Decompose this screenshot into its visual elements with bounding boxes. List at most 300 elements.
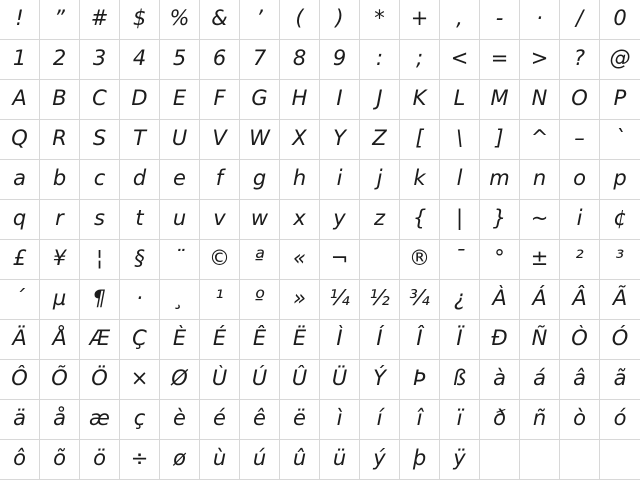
glyph-cell[interactable] [240,440,280,480]
glyph-cell[interactable] [480,160,520,200]
glyph-cell[interactable] [280,240,320,280]
glyph: § [134,246,145,270]
glyph-cell[interactable] [120,240,160,280]
glyph-cell[interactable] [80,360,120,400]
glyph-cell[interactable] [40,80,80,120]
glyph: 7 [252,46,267,70]
glyph: þ [412,446,427,470]
glyph-cell[interactable] [400,80,440,120]
glyph: r [55,206,64,230]
glyph-cell[interactable] [40,0,80,40]
glyph: { [412,206,427,230]
glyph: U [171,126,188,150]
glyph-cell[interactable] [40,160,80,200]
glyph-cell[interactable] [160,120,200,160]
glyph: Ã [612,286,628,310]
glyph: Ô [11,366,28,390]
glyph-cell[interactable] [280,400,320,440]
glyph-cell[interactable] [80,40,120,80]
glyph-cell[interactable] [240,40,280,80]
glyph: î [416,406,423,430]
glyph: ÿ [453,446,466,470]
glyph-cell[interactable] [160,80,200,120]
glyph-cell[interactable] [600,0,640,40]
glyph-cell[interactable] [400,240,440,280]
glyph-cell[interactable] [200,320,240,360]
glyph-cell[interactable] [600,80,640,120]
glyph: @ [609,46,631,70]
glyph: s [94,206,105,230]
glyph-cell[interactable] [440,40,480,80]
glyph-cell[interactable] [600,160,640,200]
glyph-cell[interactable] [40,440,80,480]
glyph-cell[interactable] [400,40,440,80]
glyph: ò [573,406,586,430]
glyph-cell[interactable] [80,120,120,160]
glyph: b [52,166,67,190]
glyph-cell[interactable] [120,200,160,240]
glyph-cell[interactable] [560,200,600,240]
glyph: J [376,86,383,110]
glyph-cell[interactable] [200,240,240,280]
glyph: 9 [332,46,347,70]
glyph-cell[interactable] [320,80,360,120]
glyph: å [53,406,66,430]
glyph-cell[interactable] [240,240,280,280]
glyph-cell[interactable] [0,160,40,200]
glyph-cell[interactable] [560,320,600,360]
glyph: Þ [413,366,426,390]
glyph-cell[interactable] [480,80,520,120]
glyph: ³ [615,246,625,270]
glyph-cell[interactable] [280,280,320,320]
glyph-cell[interactable] [520,440,560,480]
glyph-cell[interactable] [200,160,240,200]
glyph-cell[interactable] [480,0,520,40]
glyph-cell[interactable] [360,120,400,160]
glyph-cell[interactable] [320,400,360,440]
glyph: » [293,286,306,310]
glyph: Ò [571,326,588,350]
glyph: Â [572,286,587,310]
glyph: « [293,246,306,270]
glyph: Z [372,126,387,150]
glyph: w [250,206,269,230]
glyph: ~ [530,206,549,230]
glyph-cell[interactable] [520,160,560,200]
glyph-cell[interactable] [240,360,280,400]
glyph-cell[interactable] [0,360,40,400]
glyph-cell[interactable] [320,320,360,360]
glyph-cell[interactable] [120,320,160,360]
glyph: E [172,86,187,110]
glyph: Û [291,366,308,390]
glyph-cell[interactable] [160,200,200,240]
glyph-cell[interactable] [80,200,120,240]
glyph-cell[interactable] [200,400,240,440]
glyph-cell[interactable] [160,360,200,400]
glyph: 6 [212,46,227,70]
glyph-cell[interactable] [560,80,600,120]
glyph-cell[interactable] [280,320,320,360]
glyph-cell[interactable] [80,0,120,40]
glyph-cell[interactable] [120,40,160,80]
glyph-cell[interactable] [320,0,360,40]
glyph-cell[interactable] [520,120,560,160]
glyph: n [532,166,547,190]
glyph-cell[interactable] [480,240,520,280]
glyph: = [490,46,509,70]
glyph: ß [452,366,467,390]
glyph-cell[interactable] [480,40,520,80]
glyph: ê [253,406,266,430]
glyph-cell[interactable] [600,320,640,360]
glyph-cell[interactable] [80,240,120,280]
glyph: H [291,86,308,110]
glyph: ! [15,6,24,30]
glyph: j [376,166,383,190]
glyph-cell[interactable] [200,0,240,40]
glyph: ; [415,46,424,70]
glyph-cell[interactable] [240,80,280,120]
glyph-cell[interactable] [560,440,600,480]
glyph-cell[interactable] [440,200,480,240]
glyph-cell[interactable] [400,0,440,40]
glyph: Í [376,326,383,350]
glyph-cell[interactable] [400,320,440,360]
glyph-cell[interactable] [560,40,600,80]
glyph-cell[interactable] [440,160,480,200]
glyph: # [90,6,109,30]
glyph-cell[interactable] [80,320,120,360]
glyph: Å [52,326,67,350]
glyph: ¶ [92,286,107,310]
glyph: a [13,166,26,190]
glyph-cell[interactable] [40,120,80,160]
glyph-cell[interactable] [120,360,160,400]
glyph-cell[interactable] [40,40,80,80]
glyph-cell[interactable] [600,120,640,160]
glyph-cell[interactable] [600,200,640,240]
glyph-cell[interactable] [320,440,360,480]
glyph: ´ [14,286,25,310]
glyph-cell[interactable] [560,160,600,200]
glyph-cell[interactable] [360,280,400,320]
glyph-cell[interactable] [440,0,480,40]
glyph: ë [293,406,306,430]
glyph: N [531,86,548,110]
glyph: ä [13,406,26,430]
glyph-cell[interactable] [360,0,400,40]
glyph-cell[interactable] [0,200,40,240]
glyph-cell[interactable] [160,400,200,440]
glyph: Ì [336,326,343,350]
glyph: 1 [12,46,27,70]
glyph: | [455,206,464,230]
glyph: R [52,126,67,150]
glyph-cell[interactable] [120,160,160,200]
glyph-cell[interactable] [440,320,480,360]
glyph: m [489,166,510,190]
glyph-cell[interactable] [360,320,400,360]
glyph-cell[interactable] [240,280,280,320]
glyph-cell[interactable] [240,320,280,360]
glyph-cell[interactable] [280,440,320,480]
glyph-cell[interactable] [0,400,40,440]
glyph: I [336,86,343,110]
glyph-cell[interactable] [480,280,520,320]
glyph [376,248,384,269]
glyph-cell[interactable] [160,280,200,320]
glyph-cell[interactable] [40,400,80,440]
glyph-cell[interactable] [200,80,240,120]
glyph: V [212,126,227,150]
glyph: ì [336,406,343,430]
glyph: ¬ [330,246,349,270]
glyph: í [376,406,383,430]
glyph: ® [409,246,430,270]
glyph-cell[interactable] [240,0,280,40]
glyph: Ú [251,366,268,390]
glyph-cell[interactable] [440,120,480,160]
glyph-cell[interactable] [120,80,160,120]
glyph: X [292,126,307,150]
glyph-cell[interactable] [600,280,640,320]
glyph-cell[interactable] [480,200,520,240]
glyph: % [169,6,190,30]
glyph-cell[interactable] [240,120,280,160]
glyph-cell[interactable] [200,200,240,240]
glyph: h [292,166,307,190]
glyph-cell[interactable] [240,400,280,440]
glyph: µ [52,286,67,310]
glyph-cell[interactable] [320,120,360,160]
glyph: $ [132,6,147,30]
glyph: Ü [331,366,348,390]
glyph-cell[interactable] [320,200,360,240]
glyph-cell[interactable] [160,0,200,40]
glyph-cell[interactable] [80,400,120,440]
glyph-cell[interactable] [520,360,560,400]
glyph-cell[interactable] [440,280,480,320]
glyph-cell[interactable] [280,160,320,200]
glyph: ô [13,446,26,470]
glyph-cell[interactable] [440,440,480,480]
glyph-cell[interactable] [600,440,640,480]
glyph: Î [416,326,423,350]
glyph-cell[interactable] [280,200,320,240]
glyph-cell[interactable] [600,400,640,440]
glyph-cell[interactable] [400,280,440,320]
glyph: ½ [369,286,390,310]
glyph: * [374,6,385,30]
glyph-cell[interactable] [440,400,480,440]
glyph-cell[interactable] [600,40,640,80]
glyph-cell[interactable] [520,80,560,120]
glyph-cell[interactable] [0,440,40,480]
glyph: ç [133,406,146,430]
glyph-cell[interactable] [200,280,240,320]
glyph-cell[interactable] [320,40,360,80]
glyph-cell[interactable] [0,240,40,280]
glyph-cell[interactable] [280,120,320,160]
glyph-cell[interactable] [600,240,640,280]
glyph-cell[interactable] [320,280,360,320]
glyph-cell[interactable] [440,360,480,400]
glyph-cell[interactable] [200,40,240,80]
glyph: Ñ [531,326,548,350]
glyph-cell[interactable] [40,320,80,360]
glyph-cell[interactable] [40,240,80,280]
glyph-cell[interactable] [320,240,360,280]
glyph-cell[interactable] [200,440,240,480]
glyph: o [573,166,586,190]
glyph: á [533,366,546,390]
glyph-cell[interactable] [40,280,80,320]
glyph-cell[interactable] [600,360,640,400]
glyph-cell[interactable] [0,320,40,360]
glyph-cell[interactable] [520,40,560,80]
glyph-cell[interactable] [160,40,200,80]
glyph-cell[interactable] [0,80,40,120]
glyph-cell[interactable] [80,280,120,320]
glyph-cell[interactable] [560,400,600,440]
glyph: ¯ [454,246,465,270]
glyph: ¾ [409,286,430,310]
glyph: – [574,126,585,150]
glyph: £ [12,246,27,270]
glyph: ú [252,446,267,470]
glyph-cell[interactable] [240,160,280,200]
glyph-cell[interactable] [560,240,600,280]
glyph: º [254,286,265,310]
glyph: z [373,206,386,230]
glyph-cell[interactable] [400,160,440,200]
glyph-cell[interactable] [360,240,400,280]
glyph-cell[interactable] [480,360,520,400]
glyph-cell[interactable] [560,280,600,320]
glyph-cell[interactable] [120,440,160,480]
glyph: · [536,6,543,30]
glyph-cell[interactable] [360,200,400,240]
glyph: À [492,286,507,310]
glyph: · [136,286,143,310]
glyph: ª [254,246,265,270]
glyph-cell[interactable] [0,120,40,160]
glyph-cell[interactable] [520,0,560,40]
glyph-cell[interactable] [400,360,440,400]
glyph: Ë [292,326,307,350]
glyph-cell[interactable] [240,200,280,240]
glyph-cell[interactable] [80,440,120,480]
glyph: k [413,166,426,190]
glyph-cell[interactable] [280,40,320,80]
glyph: u [172,206,187,230]
glyph-cell[interactable] [320,360,360,400]
glyph-cell[interactable] [360,160,400,200]
glyph-cell[interactable] [360,40,400,80]
glyph-cell[interactable] [360,400,400,440]
glyph: i [336,166,343,190]
glyph: ö [93,446,106,470]
glyph-cell[interactable] [480,440,520,480]
glyph-cell[interactable] [120,0,160,40]
glyph-cell[interactable] [520,280,560,320]
glyph-cell[interactable] [560,120,600,160]
glyph-cell[interactable] [160,320,200,360]
glyph-cell[interactable] [480,320,520,360]
glyph: f [215,166,224,190]
glyph: t [135,206,144,230]
glyph-cell[interactable] [120,280,160,320]
glyph-cell[interactable] [120,400,160,440]
glyph-cell[interactable] [520,400,560,440]
glyph-cell[interactable] [400,120,440,160]
glyph-cell[interactable] [160,160,200,200]
glyph-cell[interactable] [400,440,440,480]
glyph-cell[interactable] [400,400,440,440]
glyph-cell[interactable] [360,360,400,400]
glyph-cell[interactable] [280,0,320,40]
glyph: ” [54,6,65,30]
glyph: : [375,46,384,70]
glyph: > [530,46,549,70]
glyph-cell[interactable] [440,80,480,120]
glyph: 2 [52,46,67,70]
glyph: û [292,446,307,470]
glyph-cell[interactable] [560,0,600,40]
glyph-cell[interactable] [520,200,560,240]
glyph: à [493,366,506,390]
glyph-cell[interactable] [200,120,240,160]
glyph-cell[interactable] [360,440,400,480]
glyph-cell[interactable] [400,200,440,240]
glyph-cell[interactable] [40,360,80,400]
glyph-cell[interactable] [0,40,40,80]
glyph: Ï [456,326,463,350]
glyph-cell[interactable] [520,240,560,280]
glyph-cell[interactable] [480,400,520,440]
glyph-cell[interactable] [0,280,40,320]
glyph-cell[interactable] [40,200,80,240]
glyph: ° [494,246,505,270]
glyph-cell[interactable] [280,360,320,400]
glyph: F [213,86,226,110]
glyph-cell[interactable] [120,120,160,160]
glyph-cell[interactable] [80,80,120,120]
glyph-cell[interactable] [160,440,200,480]
glyph-cell[interactable] [520,320,560,360]
glyph-cell[interactable] [440,240,480,280]
glyph: ¸ [174,286,185,310]
glyph-cell[interactable] [160,240,200,280]
glyph: < [450,46,469,70]
glyph: ` [614,126,626,150]
glyph-cell[interactable] [320,160,360,200]
glyph-cell[interactable] [360,80,400,120]
glyph: + [410,6,429,30]
glyph-cell[interactable] [0,0,40,40]
glyph: Õ [51,366,68,390]
glyph-cell[interactable] [480,120,520,160]
glyph-cell[interactable] [280,80,320,120]
glyph-cell[interactable] [80,160,120,200]
glyph: ï [456,406,463,430]
glyph-cell[interactable] [560,360,600,400]
glyph-cell[interactable] [200,360,240,400]
glyph: ? [573,46,586,70]
glyph: © [209,246,230,270]
